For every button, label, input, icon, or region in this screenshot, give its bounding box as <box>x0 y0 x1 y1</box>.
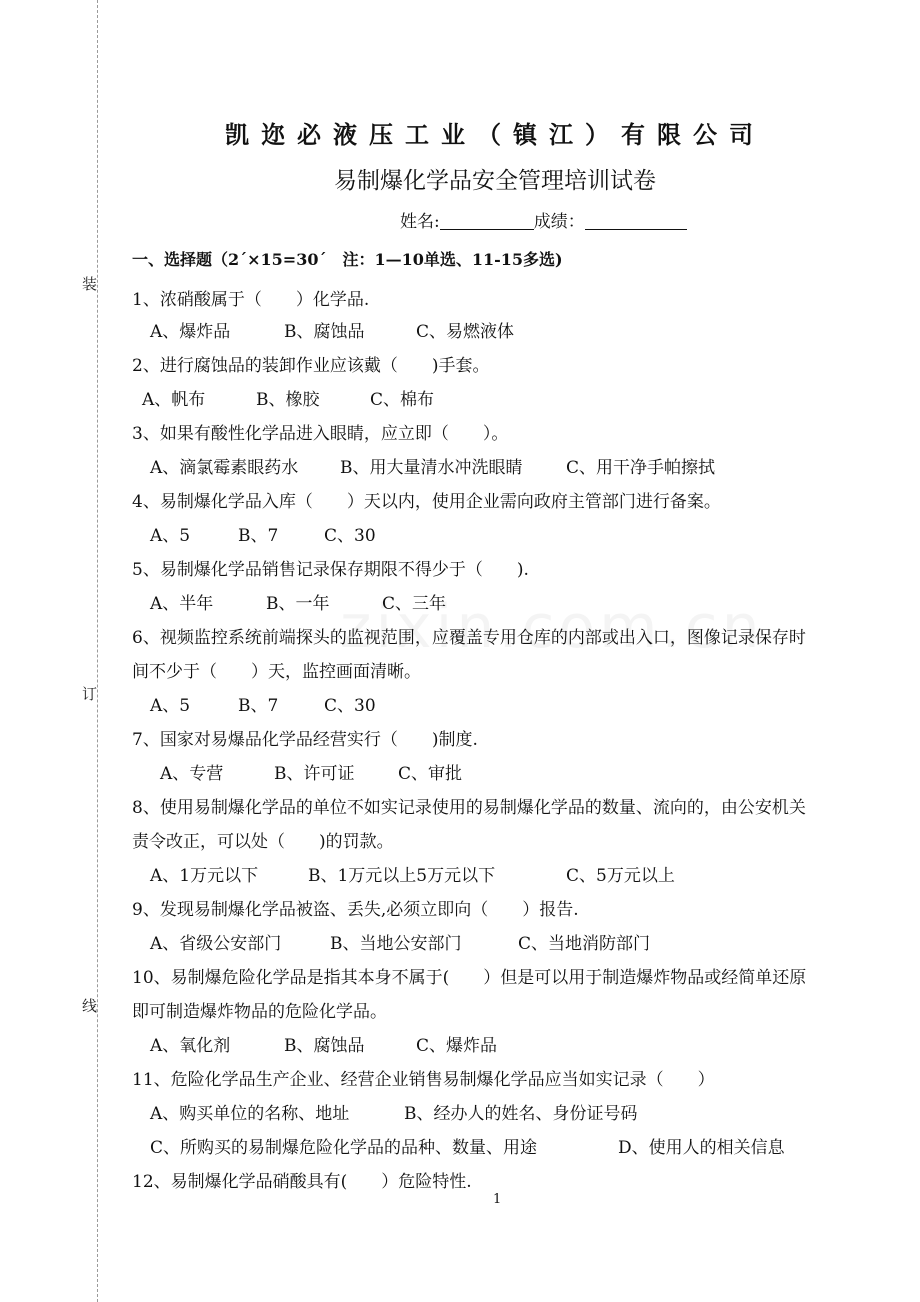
question-5-options <box>150 589 446 614</box>
name-label: 姓名: <box>400 212 440 232</box>
question-9-stem: 9、发现易制爆化学品被盗、丢失,必须立即向（ ）报告. <box>132 900 579 920</box>
q7-option-a[interactable]: A、专营 <box>160 764 224 784</box>
question-8-stem-cont: 责令改正，可以处（ )的罚款。 <box>132 832 394 852</box>
question-10-stem-cont: 即可制造爆炸物品的危险化学品。 <box>132 1002 387 1022</box>
binding-mark-top: 装 <box>82 275 98 293</box>
question-8-stem: 8、使用易制爆化学品的单位不如实记录使用的易制爆化学品的数量、流向的，由公安机关 <box>132 798 806 818</box>
q11-option-a[interactable]: A、购买单位的名称、地址 <box>150 1104 350 1124</box>
section-heading: 一、选择题（2´×15=30´ 注：1—10单选、11-15多选) <box>132 250 563 269</box>
question-3-options <box>150 453 715 478</box>
question-3-stem: 3、如果有酸性化学品进入眼睛，应立即（ ）。 <box>132 424 509 444</box>
binding-mark-middle: 订 <box>82 685 98 703</box>
question-10-stem: 10、易制爆危险化学品是指其本身不属于( ）但是可以用于制造爆炸物品或经简单还原 <box>132 968 807 988</box>
q3-option-a[interactable]: A、滴氯霉素眼药水 <box>150 458 299 478</box>
q7-option-c[interactable]: C、审批 <box>398 764 463 784</box>
question-2-stem: 2、进行腐蚀品的装卸作业应该戴（ )手套。 <box>132 356 490 376</box>
q8-option-c[interactable]: C、5万元以上 <box>566 866 675 886</box>
question-5-stem: 5、易制爆化学品销售记录保存期限不得少于（ ). <box>132 560 529 580</box>
q8-option-b[interactable]: B、1万元以上5万元以下 <box>308 866 496 886</box>
question-8-options <box>150 861 675 886</box>
q2-option-c[interactable]: C、棉布 <box>370 390 435 410</box>
question-4-stem: 4、易制爆化学品入库（ ）天以内，使用企业需向政府主管部门进行备案。 <box>132 492 721 512</box>
exam-title: 易制爆化学品安全管理培训试卷 <box>334 168 656 194</box>
q6-option-c[interactable]: C、30 <box>324 696 376 716</box>
question-7-stem: 7、国家对易爆品化学品经营实行（ )制度. <box>132 730 478 750</box>
question-4-options <box>150 521 376 546</box>
question-10-options <box>150 1031 497 1056</box>
q9-option-a[interactable]: A、省级公安部门 <box>150 934 282 954</box>
q7-option-b[interactable]: B、许可证 <box>274 764 355 784</box>
question-6-options <box>150 691 376 716</box>
q5-option-a[interactable]: A、半年 <box>150 594 214 614</box>
question-11-options-row1 <box>150 1099 638 1124</box>
q10-option-c[interactable]: C、爆炸品 <box>416 1036 498 1056</box>
q5-option-c[interactable]: C、三年 <box>382 594 447 614</box>
score-field[interactable] <box>585 211 687 230</box>
name-field[interactable] <box>440 211 534 230</box>
q3-option-b[interactable]: B、用大量清水冲洗眼睛 <box>340 458 523 478</box>
q11-option-c[interactable]: C、所购买的易制爆危险化学品的品种、数量、用途 <box>150 1138 538 1158</box>
question-11-options-row2 <box>150 1133 785 1158</box>
q2-option-a[interactable]: A、帆布 <box>142 390 206 410</box>
q4-option-c[interactable]: C、30 <box>324 526 376 546</box>
q1-option-b[interactable]: B、腐蚀品 <box>284 322 365 342</box>
page-number: 1 <box>493 1192 502 1207</box>
q6-option-b[interactable]: B、7 <box>238 696 279 716</box>
q3-option-c[interactable]: C、用干净手帕擦拭 <box>566 458 716 478</box>
question-6-stem: 6、视频监控系统前端探头的监视范围，应覆盖专用仓库的内部或出入口，图像记录保存时 <box>132 628 806 648</box>
question-12-stem: 12、易制爆化学品硝酸具有( ）危险特性. <box>132 1172 472 1192</box>
company-name: 凯迩必液压工业（镇江）有限公司 <box>225 121 765 149</box>
question-9-options <box>150 929 650 954</box>
question-2-options <box>142 385 434 410</box>
score-label: 成绩： <box>533 212 585 232</box>
q11-option-b[interactable]: B、经办人的姓名、身份证号码 <box>404 1104 638 1124</box>
question-7-options <box>160 759 462 784</box>
q8-option-a[interactable]: A、1万元以下 <box>150 866 259 886</box>
q10-option-a[interactable]: A、氧化剂 <box>150 1036 231 1056</box>
q5-option-b[interactable]: B、一年 <box>266 594 330 614</box>
q1-option-c[interactable]: C、易燃液体 <box>416 322 515 342</box>
binding-dashed-line <box>97 0 98 1302</box>
q2-option-b[interactable]: B、橡胶 <box>256 390 320 410</box>
student-info-line <box>400 207 687 232</box>
question-6-stem-cont: 间不少于（ ）天，监控画面清晰。 <box>132 662 421 682</box>
q9-option-c[interactable]: C、当地消防部门 <box>518 934 651 954</box>
question-1-options <box>150 317 514 342</box>
q6-option-a[interactable]: A、5 <box>150 696 191 716</box>
q4-option-a[interactable]: A、5 <box>150 526 191 546</box>
q4-option-b[interactable]: B、7 <box>238 526 279 546</box>
q9-option-b[interactable]: B、当地公安部门 <box>330 934 462 954</box>
q10-option-b[interactable]: B、腐蚀品 <box>284 1036 365 1056</box>
q1-option-a[interactable]: A、爆炸品 <box>150 322 231 342</box>
binding-mark-bottom: 线 <box>82 997 98 1015</box>
q11-option-d[interactable]: D、使用人的相关信息 <box>618 1138 785 1158</box>
question-11-stem: 11、危险化学品生产企业、经营企业销售易制爆化学品应当如实记录（ ） <box>132 1070 715 1090</box>
question-1-stem: 1、浓硝酸属于（ ）化学品. <box>132 290 370 310</box>
